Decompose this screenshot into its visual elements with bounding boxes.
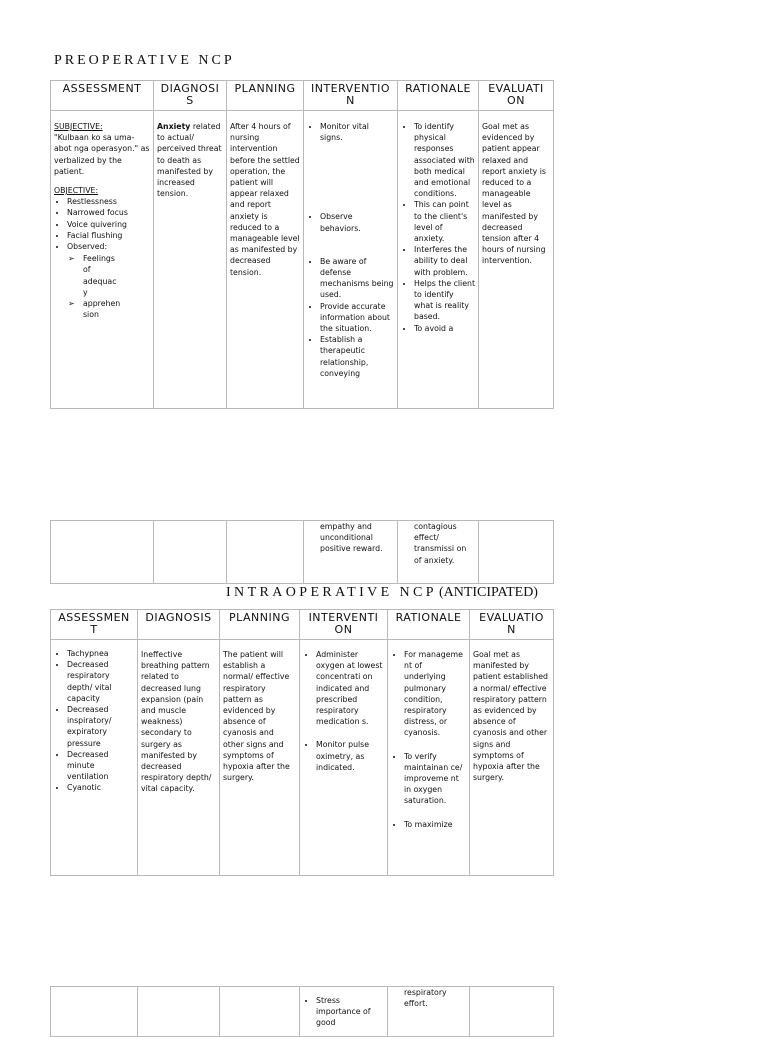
list-item: • Voice quivering <box>67 219 150 230</box>
list-item: • Helps the client to identify what is reality based. <box>414 278 475 323</box>
list-item: • Cyanotic <box>67 782 134 793</box>
evaluation-cell: Goal met as evidenced by patient appear relaxed and report anxiety is reduced to a manageable level as manifested by decreased tension after 4 hours of nursing intervention. <box>479 111 554 409</box>
list-item: • Interferes the ability to deal with problem. <box>414 244 475 278</box>
evaluation-cell <box>470 987 554 1037</box>
planning-cell: After 4 hours of nursing intervention before the settled operation, the patient will appear relaxed and report anxiety is reduced to a manageable level as manifested by decreased tension. <box>227 111 304 409</box>
list-item: • To identify physical responses associated with both medical and emotional conditions. <box>414 121 475 199</box>
rationale-cell <box>388 987 470 1037</box>
evaluation-cell: Goal met as manifested by patient established a normal/ effective respiratory pattern as evidenced by absence of cyanosis and other signs and symptoms of hypoxia after the surgery. <box>470 640 554 876</box>
diagnosis-cell <box>154 111 227 409</box>
objective-label: OBJECTIVE: <box>54 186 99 196</box>
planning-cell: The patient will establish a normal/ effective respiratory pattern as evidenced by absence of cyanosis and other signs and symptoms of hypoxia after the surgery. <box>220 640 300 876</box>
list-item: • Decreased inspiratory/ expiratory pressure <box>67 704 134 749</box>
rationale-text: respiratory effort. <box>404 988 447 1009</box>
intervention-cell <box>304 521 398 584</box>
header-planning: PLANNING <box>220 610 300 640</box>
list-item: • Be aware of defense mechanisms being used. <box>320 256 394 301</box>
list-item: • Decreased respiratory depth/ vital capacity <box>67 659 134 704</box>
header-intervention: INTERVENTI ON <box>300 610 388 640</box>
header-planning: PLANNING <box>227 81 304 111</box>
list-item: • Monitor pulse oximetry, as indicated. <box>316 739 384 773</box>
header-intervention: INTERVENTIO N <box>304 81 398 111</box>
list-item: • To verify maintainan ce/ improveme nt in oxygen saturation. <box>404 751 466 807</box>
list-item: • To avoid a <box>414 323 475 334</box>
rationale-cell <box>398 521 479 584</box>
assessment-cell <box>51 111 154 409</box>
list-item: • This can point to the client's level of anxiety. <box>414 199 475 244</box>
diagnosis-label: Anxiety <box>157 122 191 131</box>
list-item: • Narrowed focus <box>67 207 150 218</box>
assessment-cell <box>51 987 138 1037</box>
diagnosis-cell <box>138 987 220 1037</box>
list-item: • Stress importance of good <box>316 995 384 1029</box>
rationale-cell <box>388 640 470 876</box>
intraoperative-table <box>50 609 554 876</box>
observed-label: Observed: <box>67 242 108 252</box>
header-assessment: ASSESSMENT <box>51 81 154 111</box>
list-item: • Monitor vital signs. <box>320 121 394 143</box>
diagnosis-cell: Ineffective breathing pattern related to decreased lung expansion (pain and muscle weakness) secondary to surgery as manifested by decreased respiratory depth/ vital capacity. <box>138 640 220 876</box>
list-item: • Facial flushing <box>67 230 150 241</box>
intraoperative-title-main: INTRAOPERATIVE NCP <box>226 585 437 600</box>
diagnosis-text: related to actual/ perceived threat to death as manifested by increased tension. <box>157 122 222 199</box>
intraoperative-table-continued <box>50 986 554 1037</box>
assessment-cell <box>51 640 138 876</box>
rationale-cell <box>398 111 479 409</box>
list-item: ➢ apprehen sion <box>83 298 121 320</box>
header-rationale: RATIONALE <box>398 81 479 111</box>
intervention-cell <box>304 111 398 409</box>
preoperative-title: PREOPERATIVE NCP <box>54 53 235 68</box>
intraoperative-title <box>226 585 538 601</box>
rationale-text: contagious effect/ transmissi on of anxiety. <box>414 522 467 565</box>
planning-cell <box>227 521 304 584</box>
evaluation-cell <box>479 521 554 584</box>
list-item: • Restlessness <box>67 196 150 207</box>
list-item: • Decreased minute ventilation <box>67 749 134 783</box>
assessment-cell <box>51 521 154 584</box>
intervention-cell <box>300 640 388 876</box>
subjective-label: SUBJECTIVE: <box>54 122 103 131</box>
intervention-cell <box>300 987 388 1037</box>
intervention-text: empathy and unconditional positive reward. <box>320 522 383 554</box>
header-assessment: ASSESSMEN T <box>51 610 138 640</box>
list-item: • To maximize <box>404 819 466 830</box>
header-evaluation: EVALUATI ON <box>479 81 554 111</box>
list-item: • Administer oxygen at lowest concentrati on indicated and prescribed respiratory medication s. <box>316 649 384 727</box>
header-diagnosis: DIAGNOSIS <box>138 610 220 640</box>
list-item: ➢ Feelings of adequac y <box>83 253 121 298</box>
planning-cell <box>220 987 300 1037</box>
preoperative-table-continued <box>50 520 554 584</box>
objective-list <box>54 196 150 320</box>
list-item: • Observe behaviors. <box>320 211 394 233</box>
list-item: • Establish a therapeutic relationship, conveying <box>320 334 394 379</box>
preoperative-table <box>50 80 554 409</box>
diagnosis-cell <box>154 521 227 584</box>
list-item: • Tachypnea <box>67 648 134 659</box>
list-item: • For manageme nt of underlying pulmonary condition, respiratory distress, or cyanosis. <box>404 649 466 739</box>
header-diagnosis: DIAGNOSI S <box>154 81 227 111</box>
observed-list <box>67 253 121 320</box>
intraoperative-title-note: (ANTICIPATED) <box>438 585 538 600</box>
list-item: • Provide accurate information about the situation. <box>320 301 394 335</box>
header-evaluation: EVALUATIO N <box>470 610 554 640</box>
subjective-text: "Kulbaan ko sa uma-abot nga operasyon." as verbalized by the patient. <box>54 133 150 176</box>
list-item <box>67 241 150 320</box>
header-rationale: RATIONALE <box>388 610 470 640</box>
